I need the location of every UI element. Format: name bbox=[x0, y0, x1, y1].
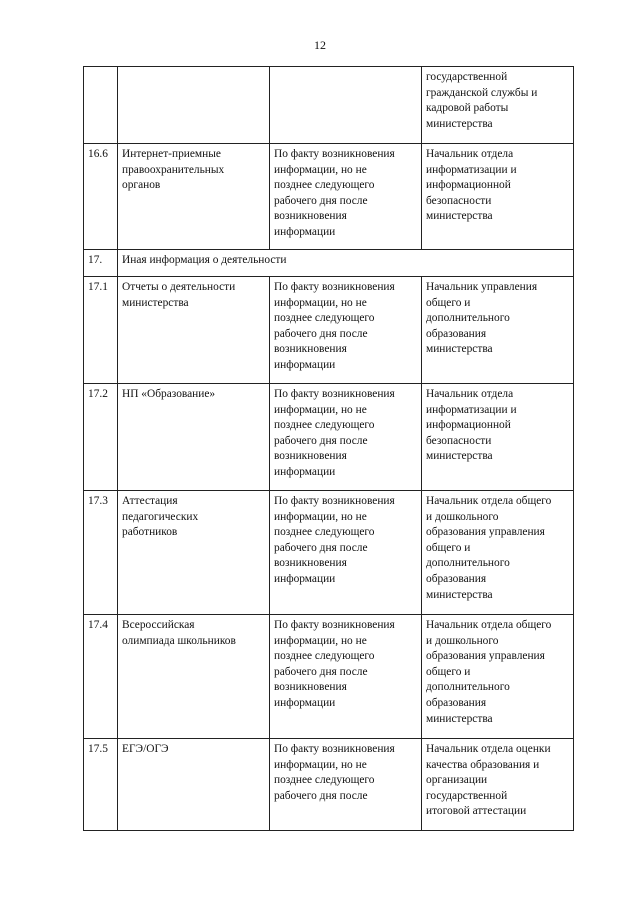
table-row bbox=[84, 491, 574, 615]
row-name: Всероссийская олимпиада школьников bbox=[118, 615, 270, 739]
row-responsible: Начальник отдела информатизации и информационной безопасности министерства bbox=[422, 384, 574, 491]
row-number: 17.2 bbox=[84, 384, 118, 491]
table-row bbox=[84, 739, 574, 831]
table-row bbox=[84, 384, 574, 491]
table-row bbox=[84, 277, 574, 384]
row-number bbox=[84, 67, 118, 144]
row-term: По факту возникновения информации, но не позднее следующего рабочего дня после возникновения информации bbox=[270, 277, 422, 384]
row-term: По факту возникновения информации, но не позднее следующего рабочего дня после возникновения информации bbox=[270, 615, 422, 739]
row-name: ЕГЭ/ОГЭ bbox=[118, 739, 270, 831]
row-term: По факту возникновения информации, но не позднее следующего рабочего дня после bbox=[270, 739, 422, 831]
row-term bbox=[270, 67, 422, 144]
table-row bbox=[84, 67, 574, 144]
page-number: 12 bbox=[314, 38, 326, 52]
row-responsible: Начальник управления общего и дополнительного образования министерства bbox=[422, 277, 574, 384]
section-number: 17. bbox=[84, 250, 118, 277]
row-term: По факту возникновения информации, но не позднее следующего рабочего дня после возникновения информации bbox=[270, 491, 422, 615]
row-name: НП «Образование» bbox=[118, 384, 270, 491]
row-term: По факту возникновения информации, но не позднее следующего рабочего дня после возникновения информации bbox=[270, 384, 422, 491]
row-number: 17.3 bbox=[84, 491, 118, 615]
row-term: По факту возникновения информации, но не позднее следующего рабочего дня после возникновения информации bbox=[270, 144, 422, 250]
table-row bbox=[84, 615, 574, 739]
row-responsible: Начальник отдела оценки качества образования и организации государственной итоговой аттестации bbox=[422, 739, 574, 831]
row-number: 16.6 bbox=[84, 144, 118, 250]
row-responsible: Начальник отдела общего и дошкольного образования управления общего и дополнительного образования министерства bbox=[422, 491, 574, 615]
information-table bbox=[83, 66, 574, 831]
section-row bbox=[84, 250, 574, 277]
row-name: Аттестация педагогических работников bbox=[118, 491, 270, 615]
row-responsible: Начальник отдела информатизации и информационной безопасности министерства bbox=[422, 144, 574, 250]
table-row bbox=[84, 144, 574, 250]
row-number: 17.4 bbox=[84, 615, 118, 739]
section-title: Иная информация о деятельности bbox=[118, 250, 574, 277]
row-number: 17.5 bbox=[84, 739, 118, 831]
row-name: Отчеты о деятельности министерства bbox=[118, 277, 270, 384]
row-responsible: Начальник отдела общего и дошкольного образования управления общего и дополнительного образования министерства bbox=[422, 615, 574, 739]
row-number: 17.1 bbox=[84, 277, 118, 384]
row-name bbox=[118, 67, 270, 144]
row-name: Интернет-приемные правоохранительных органов bbox=[118, 144, 270, 250]
row-responsible: государственной гражданской службы и кадровой работы министерства bbox=[422, 67, 574, 144]
